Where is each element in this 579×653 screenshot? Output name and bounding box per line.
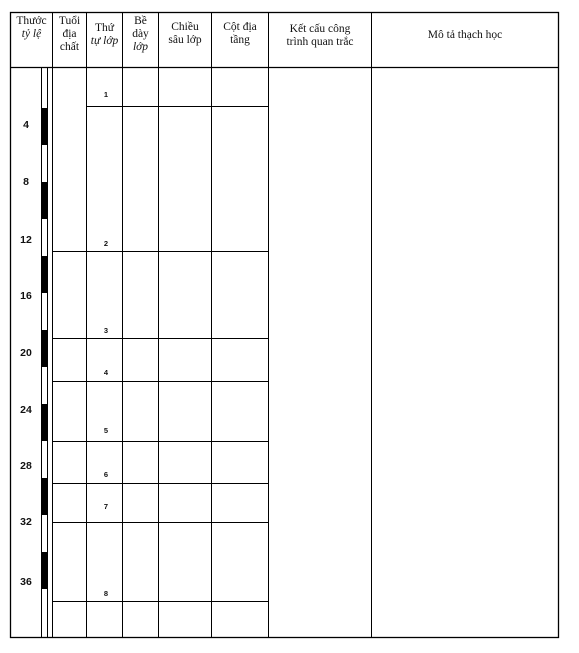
scale-mark: 12	[20, 234, 32, 246]
header-layer-thickness	[123, 12, 158, 67]
header-thick-line3: lớp	[132, 41, 149, 53]
layer-boundaries	[52, 107, 269, 602]
scale-mark: 24	[20, 404, 32, 416]
header-age-line3: chất	[59, 41, 80, 53]
header-order-line1: Thứ	[94, 22, 114, 34]
layer-number: 3	[103, 326, 109, 335]
header-layer-order	[87, 12, 122, 67]
header-lithology-description	[372, 12, 558, 67]
header-structure-line2: trình quan trắc	[286, 36, 354, 48]
header-column-line2: tầng	[230, 34, 250, 46]
scale-mark: 4	[23, 119, 29, 131]
header-geologic-age	[53, 12, 86, 67]
header-stratigraphic-column	[212, 12, 268, 67]
header-description: Mô tả thạch học	[427, 29, 503, 41]
layer-number: 8	[103, 589, 109, 598]
scale-mark: 20	[20, 347, 32, 359]
header-monitoring-structure	[269, 12, 371, 67]
layer-number: 4	[103, 368, 109, 377]
scale-mark: 28	[20, 460, 32, 472]
scale-mark: 8	[23, 176, 29, 188]
header-age-line1: Tuổi	[58, 15, 81, 27]
header-depth-line1: Chiều	[171, 21, 199, 33]
scale-mark: 16	[20, 290, 32, 302]
header-scale-line2: tỷ lệ	[21, 28, 42, 40]
header-thick-line2: dày	[132, 28, 149, 40]
header-depth-line2: sâu lớp	[168, 34, 202, 46]
scale-mark: 36	[20, 576, 32, 588]
header-column-line1: Cột địa	[223, 21, 257, 33]
layer-number: 6	[103, 470, 109, 479]
header-structure-line1: Kết cấu công	[289, 23, 351, 35]
layer-number: 7	[103, 502, 109, 511]
layer-number: 5	[103, 426, 109, 435]
layer-number: 1	[103, 90, 109, 99]
header-scale-line1: Thước	[16, 15, 47, 27]
column-dividers	[53, 12, 372, 638]
layer-number: 2	[103, 239, 109, 248]
header-layer-depth	[159, 12, 211, 67]
header-thick-line1: Bề	[134, 15, 147, 27]
scale-bar	[42, 67, 48, 638]
header-scale	[11, 12, 52, 67]
header-age-line2: địa	[62, 28, 77, 40]
scale-mark: 32	[20, 516, 32, 528]
header-order-line2: tự lớp	[90, 35, 119, 47]
